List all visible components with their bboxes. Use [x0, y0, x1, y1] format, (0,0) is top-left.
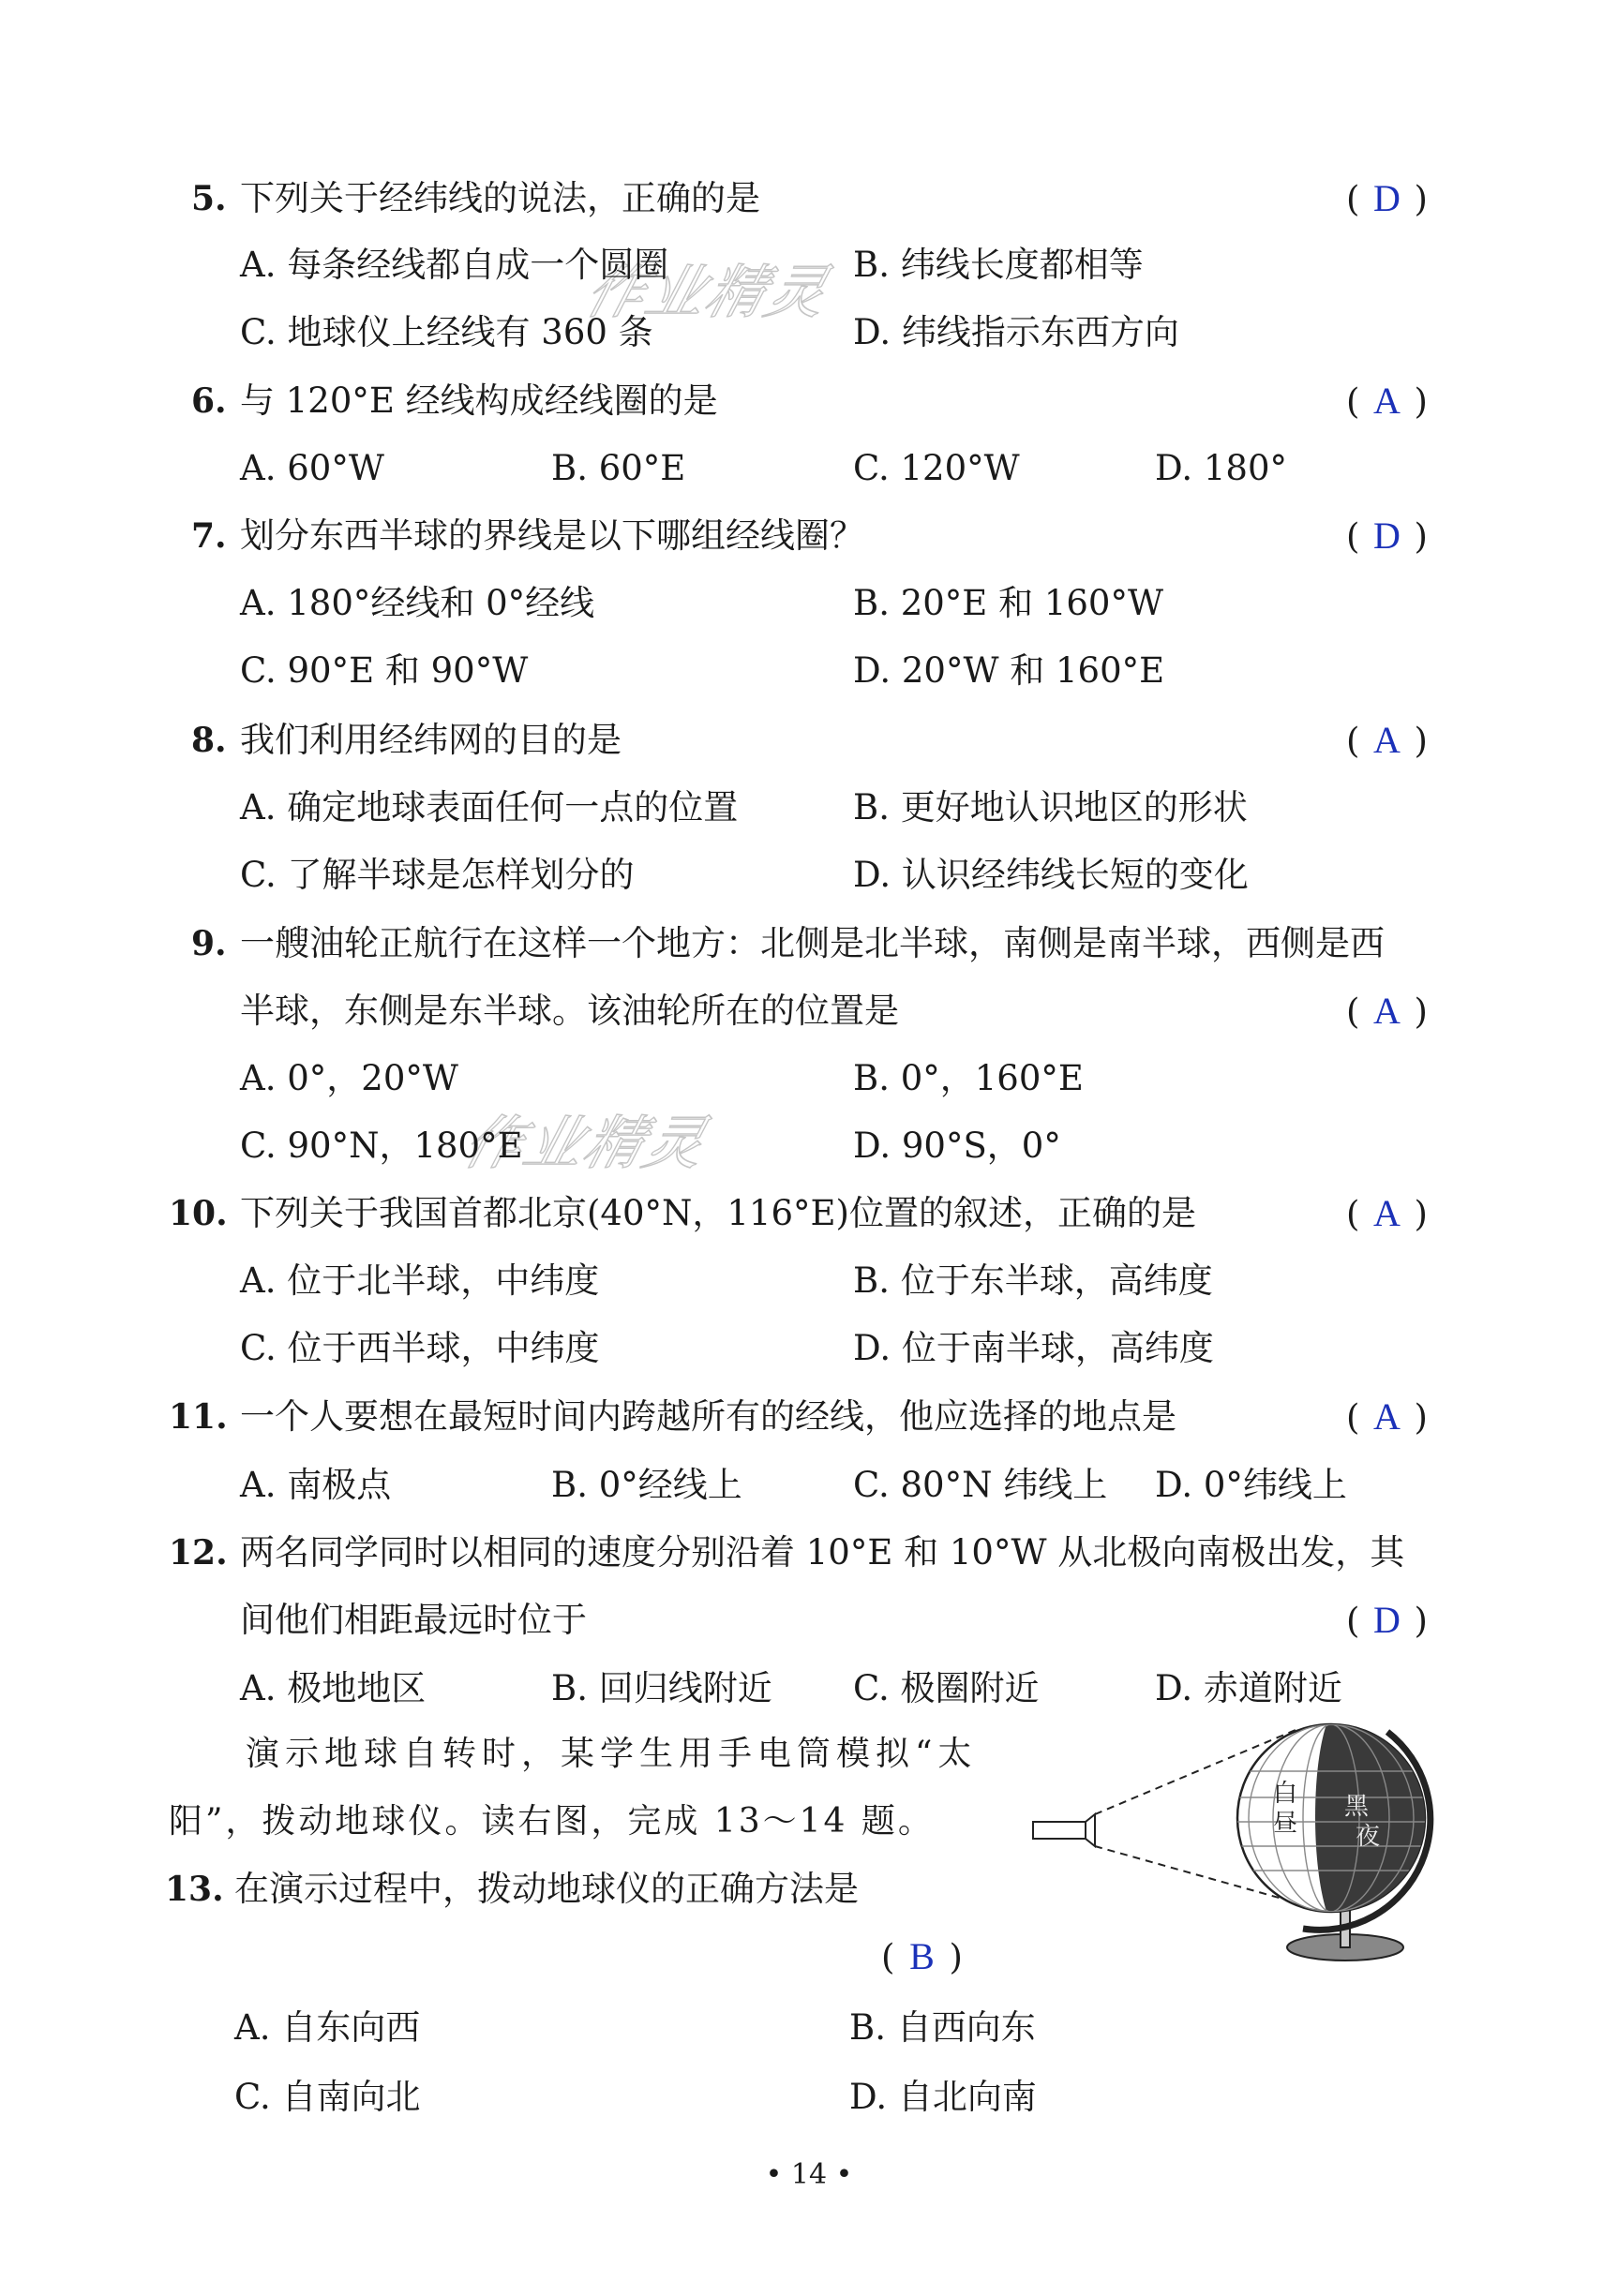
question-stem: 下列关于经纬线的说法，正确的是 — [240, 178, 760, 218]
question-number: 8. — [191, 721, 227, 760]
watermark: 作业精灵 — [577, 258, 837, 326]
answer-slot: ( A ) — [1346, 1185, 1428, 1243]
question-number: 11. — [169, 1397, 228, 1437]
option-b: B. 20°E 和 160°W — [853, 583, 1163, 623]
night-label-1: 黑 — [1344, 1793, 1370, 1821]
question-number: 13. — [165, 1870, 224, 1909]
answer-slot: ( A ) — [1346, 373, 1428, 430]
question-stem-continued: 半球，东侧是东半球。该油轮所在的位置是 — [240, 991, 899, 1031]
question-stem-continued: 间他们相距最远时位于 — [240, 1600, 587, 1640]
option-c: C. 120°W — [853, 448, 1020, 488]
option-c: C. 80°N 纬线上 — [853, 1465, 1108, 1505]
answer-slot: ( A ) — [1346, 1389, 1428, 1446]
answer-letter: A — [1372, 990, 1401, 1032]
watermark: 作业精灵 — [456, 1109, 715, 1177]
question-stem: 下列关于我国首都北京(40°N，116°E)位置的叙述，正确的是 — [240, 1193, 1196, 1233]
option-c: C. 极圈附近 — [853, 1668, 1040, 1708]
option-c: C. 地球仪上经线有 360 条 — [240, 312, 653, 352]
option-c: C. 90°E 和 90°W — [240, 650, 529, 691]
question-stem: 划分东西半球的界线是以下哪组经线圈？ — [240, 515, 864, 556]
answer-slot: ( D ) — [1346, 171, 1428, 228]
question-stem: 我们利用经纬网的目的是 — [240, 720, 622, 760]
question-number: 6. — [191, 381, 227, 421]
option-a: A. 位于北半球，中纬度 — [240, 1260, 600, 1301]
answer-letter: D — [1372, 514, 1401, 557]
option-a: A. 60°W — [240, 448, 384, 488]
question-stem: 两名同学同时以相同的速度分别沿着 10°E 和 10°W 从北极向南极出发，其 — [240, 1532, 1405, 1573]
answer-letter: A — [1372, 719, 1401, 761]
question-stem: 与 120°E 经线构成经线圈的是 — [240, 380, 718, 421]
page-number: • 14 • — [765, 2158, 853, 2191]
option-d: D. 180° — [1155, 448, 1287, 488]
material-intro-line1: 演示地球自转时，某学生用手电筒模拟“太 — [246, 1735, 978, 1773]
option-d: D. 90°S，0° — [853, 1126, 1061, 1166]
option-a: A. 极地地区 — [240, 1668, 427, 1708]
option-b: B. 60°E — [551, 448, 686, 488]
option-a: A. 南极点 — [240, 1465, 392, 1505]
option-c: C. 自南向北 — [234, 2077, 421, 2117]
answer-letter: D — [1372, 1599, 1401, 1641]
option-d: D. 20°W 和 160°E — [853, 650, 1165, 691]
answer-slot: ( A ) — [1346, 983, 1428, 1040]
option-b: B. 回归线附近 — [551, 1668, 772, 1708]
question-number: 9. — [191, 924, 227, 963]
option-b: B. 0°经线上 — [551, 1465, 742, 1505]
globe-illustration — [1031, 1704, 1472, 1985]
option-b: B. 0°，160°E — [853, 1058, 1084, 1098]
question-stem: 在演示过程中，拨动地球仪的正确方法是 — [234, 1869, 859, 1909]
question-stem: 一个人要想在最短时间内跨越所有的经线，他应选择的地点是 — [240, 1396, 1176, 1437]
question-number: 12. — [169, 1533, 228, 1573]
day-label-1: 白 — [1273, 1780, 1298, 1808]
material-intro-line2: 阳”，拨动地球仪。读右图，完成 13～14 题。 — [169, 1802, 935, 1841]
option-d: D. 认识经纬线长短的变化 — [853, 855, 1249, 895]
question-number: 10. — [169, 1194, 228, 1233]
option-b: B. 纬线长度都相等 — [853, 245, 1144, 285]
day-label-2: 昼 — [1273, 1810, 1298, 1838]
option-d: D. 自北向南 — [849, 2077, 1037, 2117]
answer-letter: A — [1372, 1192, 1401, 1234]
night-label-2: 夜 — [1356, 1823, 1381, 1851]
option-c: C. 位于西半球，中纬度 — [240, 1328, 600, 1368]
option-b: B. 位于东半球，高纬度 — [853, 1260, 1213, 1301]
option-a: A. 确定地球表面任何一点的位置 — [240, 787, 739, 827]
option-a: A. 每条经线都自成一个圆圈 — [240, 245, 669, 285]
answer-slot: ( D ) — [1346, 1592, 1428, 1649]
answer-letter: A — [1372, 380, 1401, 422]
option-c: C. 了解半球是怎样划分的 — [240, 855, 635, 895]
option-d: D. 赤道附近 — [1155, 1668, 1342, 1708]
answer-slot: ( A ) — [1346, 712, 1428, 769]
option-a: A. 0°，20°W — [240, 1058, 458, 1098]
answer-letter: D — [1372, 177, 1401, 219]
option-a: A. 180°经线和 0°经线 — [240, 583, 595, 623]
option-d: D. 纬线指示东西方向 — [853, 312, 1179, 352]
flashlight-head — [1086, 1814, 1095, 1846]
answer-letter: A — [1372, 1395, 1401, 1438]
option-c: C. 90°N，180°E — [240, 1126, 523, 1166]
option-d: D. 位于南半球，高纬度 — [853, 1328, 1214, 1368]
option-b: B. 自西向东 — [849, 2007, 1036, 2048]
flashlight-body — [1033, 1822, 1086, 1839]
question-number: 5. — [191, 179, 227, 218]
question-stem: 一艘油轮正航行在这样一个地方：北侧是北半球，南侧是南半球，西侧是西 — [240, 923, 1385, 963]
option-d: D. 0°纬线上 — [1155, 1465, 1347, 1505]
question-number: 7. — [191, 516, 227, 556]
answer-slot: ( B ) — [881, 1929, 963, 1986]
answer-slot: ( D ) — [1346, 508, 1428, 565]
globe-flashlight-figure — [1031, 1704, 1472, 1985]
answer-letter: B — [909, 1935, 935, 1977]
option-b: B. 更好地认识地区的形状 — [853, 787, 1248, 827]
option-a: A. 自东向西 — [234, 2007, 421, 2048]
